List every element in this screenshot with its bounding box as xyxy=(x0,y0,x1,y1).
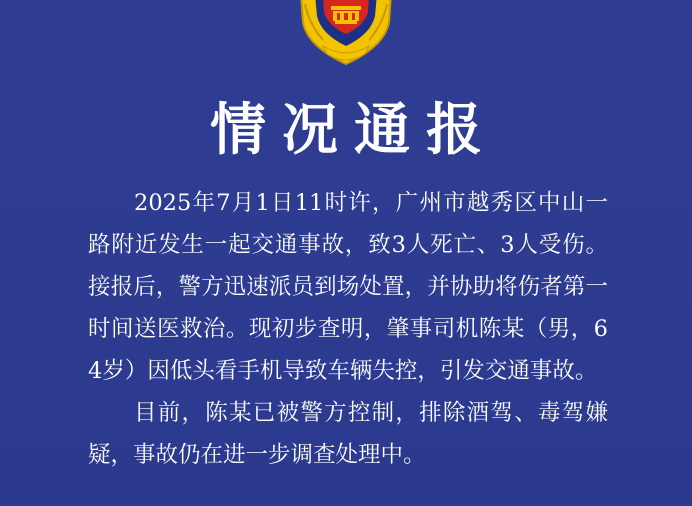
notice-body xyxy=(88,182,608,476)
police-emblem-icon xyxy=(293,0,399,66)
notice-paragraph-2: 目前，陈某已被警方控制，排除酒驾、毒驾嫌疑，事故仍在进一步调查处理中。 xyxy=(88,400,608,468)
notice-title: 情况通报 xyxy=(210,97,498,163)
notice-paragraph-1: 2025年7月1日11时许，广州市越秀区中山一路附近发生一起交通事故，致3人死亡、3人受伤。接报后，警方迅速派员到场处置，并协助将伤者第一时间送医救治。现初步查明，肇事司机陈某（男，64岁）因低头看手机导致车辆失控，引发交通事故。 xyxy=(88,190,608,384)
